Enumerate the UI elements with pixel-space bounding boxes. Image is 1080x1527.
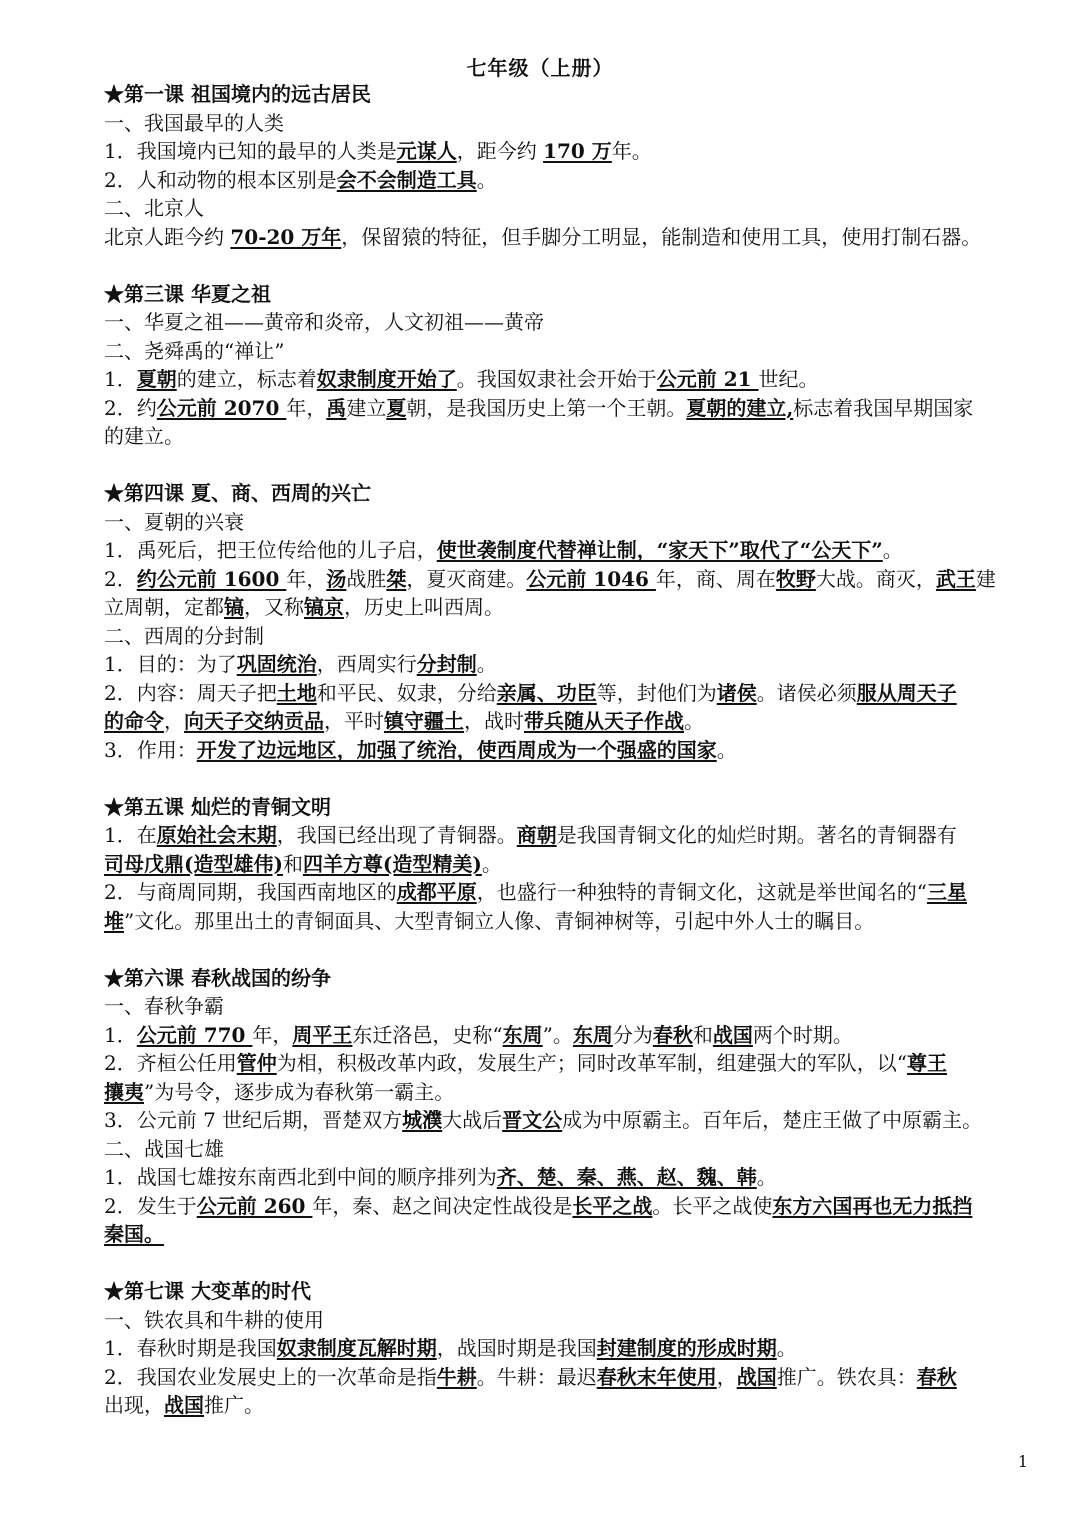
text-segment: 。 — [684, 709, 704, 733]
text-segment: ★第四课 夏、商、西周的兴亡 — [104, 481, 371, 505]
text-segment: 2．与商周同期，我国西南地区的 — [104, 880, 397, 904]
key-term: 禹 — [326, 395, 347, 420]
text-segment: 标志着我国早期国家 — [793, 395, 974, 420]
text-segment: 东迁洛邑，史称“ — [352, 1022, 503, 1047]
text-line — [104, 223, 1034, 252]
text-line — [104, 1306, 1034, 1335]
text-line — [104, 365, 1034, 394]
text-line — [104, 1078, 1034, 1107]
text-segment: ★第三课 华夏之祖 — [104, 281, 271, 306]
key-term: 带兵随从天子作战 — [524, 709, 684, 733]
text-segment: 二、战国七雄 — [104, 1136, 224, 1161]
key-term: 元谋人 — [396, 139, 457, 163]
key-term: 牛耕 — [436, 1364, 477, 1389]
key-term: 东周 — [502, 1022, 543, 1047]
key-term: 向天子交纳贡品 — [184, 709, 324, 733]
text-line — [104, 308, 1034, 337]
text-segment: 年， — [252, 1022, 293, 1047]
text-segment: ★第一课 祖国境内的远古居民 — [104, 82, 371, 106]
key-term: 东方六国再也无力抵挡 — [772, 1193, 973, 1218]
text-line — [104, 1135, 1034, 1164]
text-segment: 2．内容：周天子把 — [104, 680, 277, 705]
text-segment: 年， — [286, 566, 327, 591]
text-segment: 年，秦、赵之间决定性战役是 — [312, 1193, 573, 1218]
text-segment: 一、春秋争霸 — [104, 994, 224, 1018]
text-segment: 2． — [104, 566, 137, 591]
page-number: 1 — [1017, 1452, 1028, 1471]
text-segment: 1． — [104, 367, 137, 391]
key-term: 镐京 — [304, 595, 344, 619]
key-term: 原始社会末期 — [156, 823, 277, 847]
key-term: 战国 — [736, 1364, 777, 1389]
text-line — [104, 650, 1034, 679]
lesson-heading — [104, 964, 1034, 993]
text-segment: 建立 — [346, 395, 387, 420]
text-line — [104, 1049, 1034, 1078]
text-segment: 和平民、奴隶，分给 — [316, 680, 497, 705]
key-term: 夏 — [386, 395, 407, 420]
text-segment: 年， — [286, 395, 327, 420]
text-segment: 1．目的：为了 — [104, 652, 237, 676]
key-term: 齐、楚、秦、燕、赵、魏、韩 — [496, 1165, 757, 1189]
text-segment: 1．禹死后，把王位传给他的儿子启， — [104, 538, 437, 562]
key-term: 奴隶制度瓦解时期 — [276, 1336, 437, 1360]
text-segment: 为相，积极改革内政，发展生产；同时改革军制，组建强大的军队，以“ — [276, 1051, 907, 1075]
text-segment: ”文化。那里出土的青铜面具、大型青铜立人像、青铜神树等，引起中外人士的瞩目。 — [124, 908, 875, 933]
key-term: 周平王 — [292, 1022, 353, 1047]
text-segment: 的建立。 — [104, 424, 184, 448]
text-segment: ， — [716, 1364, 737, 1389]
text-segment: 1．我国境内已知的最早的人类是 — [104, 139, 397, 163]
key-term: 秦国。 — [104, 1222, 164, 1246]
text-segment: 一、铁农具和牛耕的使用 — [104, 1307, 324, 1332]
key-term: 镇守疆土 — [384, 709, 464, 733]
text-segment: 等，封他们为 — [596, 680, 717, 705]
text-segment: ，距今约 — [456, 139, 544, 163]
text-segment: 3．公元前 7 世纪后期，晋楚双方 — [104, 1108, 403, 1132]
text-segment: 二、西周的分封制 — [104, 623, 264, 648]
key-term: 四羊方尊(造型精美) — [302, 851, 482, 876]
key-term: 夏朝 — [136, 367, 177, 391]
key-term: 商朝 — [516, 823, 557, 847]
text-line — [104, 736, 1034, 765]
text-line — [104, 194, 1034, 223]
text-segment: ★第六课 春秋战国的纷争 — [104, 965, 331, 990]
text-line — [104, 1106, 1034, 1135]
key-term: 牧野 — [775, 566, 816, 591]
key-term: 约公元前 1600 — [136, 566, 287, 591]
text-segment: ★第七课 大变革的时代 — [104, 1279, 311, 1303]
text-line — [104, 337, 1034, 366]
text-segment: 1．在 — [104, 823, 157, 847]
lesson-heading — [104, 793, 1034, 822]
key-term: 城濮 — [402, 1108, 443, 1132]
key-term: 会不会制造工具 — [336, 167, 477, 192]
text-segment: 大战后 — [442, 1108, 503, 1132]
text-segment: 战胜 — [346, 566, 387, 591]
text-segment: 。 — [476, 652, 497, 676]
lesson-heading — [104, 280, 1034, 309]
text-line — [104, 593, 1034, 622]
text-line — [104, 1363, 1034, 1392]
lesson-heading — [104, 80, 1034, 109]
text-segment: 。 — [776, 1336, 797, 1360]
key-term: 长平之战 — [572, 1193, 653, 1218]
text-segment: 2．我国农业发展史上的一次革命是指 — [104, 1364, 437, 1389]
section-gap — [104, 764, 1034, 793]
text-line — [104, 907, 1034, 936]
text-segment: 一、夏朝的兴衰 — [104, 509, 244, 534]
text-segment: 一、我国最早的人类 — [104, 110, 284, 135]
key-term: 公元前 1046 — [526, 566, 656, 591]
text-segment: 二、北京人 — [104, 196, 204, 220]
text-segment: ”。 — [542, 1022, 573, 1047]
text-line — [104, 850, 1034, 879]
text-segment: 。牛耕：最迟 — [476, 1364, 597, 1389]
text-line — [104, 394, 1034, 423]
text-segment: 出现， — [104, 1393, 164, 1417]
text-segment: 朝，是我国历史上第一个王朝。 — [406, 395, 687, 420]
text-line — [104, 422, 1034, 451]
key-term: 晋文公 — [502, 1108, 563, 1132]
text-segment: ★第五课 灿烂的青铜文明 — [104, 794, 331, 819]
text-segment: 世纪。 — [758, 367, 819, 391]
text-segment: 两个时期。 — [752, 1022, 853, 1047]
text-segment: 。我国奴隶社会开始于 — [456, 367, 657, 391]
text-segment: 推广。铁农具： — [776, 1364, 917, 1389]
key-term: 服从周天子 — [856, 680, 957, 705]
key-term: 东周 — [572, 1022, 613, 1047]
key-term: 巩固统治 — [236, 652, 317, 676]
key-term: 管仲 — [236, 1051, 277, 1075]
text-segment: ，战时 — [464, 709, 524, 733]
text-line — [104, 166, 1034, 195]
section-gap — [104, 935, 1034, 964]
text-line — [104, 679, 1034, 708]
key-term: 诸侯 — [716, 680, 757, 705]
text-line — [104, 137, 1034, 166]
text-line — [104, 1391, 1034, 1420]
text-segment: 二、尧舜禹的“禅让” — [104, 338, 285, 363]
key-term: 开发了边远地区，加强了统治，使西周成为一个强盛的国家 — [196, 737, 717, 762]
key-term: 镐 — [224, 595, 244, 619]
text-segment: 1．春秋时期是我国 — [104, 1336, 277, 1360]
text-segment: 推广。 — [204, 1393, 264, 1417]
text-segment: 2．人和动物的根本区别是 — [104, 167, 337, 192]
text-segment: 年，商、周在 — [655, 566, 776, 591]
text-line — [104, 992, 1034, 1021]
text-segment: 立周朝，定都 — [104, 595, 224, 619]
key-term: 分封制 — [416, 652, 477, 676]
text-segment: ，又称 — [244, 595, 304, 619]
key-term: 亲属、功臣 — [496, 680, 597, 705]
text-line — [104, 622, 1034, 651]
text-segment: 1．战国七雄按东南西北到中间的顺序排列为 — [104, 1165, 497, 1189]
key-term: 尊王 — [906, 1051, 947, 1075]
text-segment: 2．齐桓公任用 — [104, 1051, 237, 1075]
section-gap — [104, 251, 1034, 280]
text-segment: ，历史上叫西周。 — [344, 595, 504, 619]
key-term: 战国 — [712, 1022, 753, 1047]
key-term: 战国 — [164, 1393, 204, 1417]
text-line — [104, 536, 1034, 565]
text-segment: ，我国已经出现了青铜器。 — [276, 823, 517, 847]
text-segment: 2．约 — [104, 395, 157, 420]
text-segment: 建 — [975, 566, 996, 591]
text-segment: 。 — [882, 538, 903, 562]
key-term: 奴隶制度开始了 — [316, 367, 457, 391]
text-line — [104, 1192, 1034, 1221]
text-line — [104, 1021, 1034, 1050]
document-content — [104, 80, 1034, 1420]
key-term: 的命令 — [104, 709, 164, 733]
text-segment: ，平时 — [324, 709, 384, 733]
lesson-heading — [104, 1277, 1034, 1306]
key-term: 春秋末年使用 — [596, 1364, 717, 1389]
text-line — [104, 707, 1034, 736]
text-segment: 大战。商灭， — [815, 566, 936, 591]
text-segment: ，夏灭商建。 — [406, 566, 527, 591]
text-line — [104, 1220, 1034, 1249]
text-line — [104, 508, 1034, 537]
key-term: 70-20 万年 — [230, 224, 342, 249]
key-term: 三星 — [926, 880, 967, 904]
text-segment: ”为号令，逐步成为春秋第一霸主。 — [144, 1079, 455, 1104]
key-term: 堆 — [104, 908, 124, 933]
key-term: 汤 — [326, 566, 347, 591]
text-segment: ， — [164, 709, 184, 733]
section-gap — [104, 1249, 1034, 1278]
text-line — [104, 821, 1034, 850]
text-segment: 1． — [104, 1022, 137, 1047]
text-segment: 一、华夏之祖——黄帝和炎帝，人文初祖——黄帝 — [104, 310, 544, 334]
text-segment: ，战国时期是我国 — [436, 1336, 597, 1360]
text-line — [104, 878, 1034, 907]
key-term: 公元前 21 — [656, 367, 759, 391]
text-segment: 3．作用： — [104, 737, 197, 762]
text-segment: 年。 — [611, 139, 652, 163]
text-segment: ，也盛行一种独特的青铜文化，这就是举世闻名的“ — [476, 880, 927, 904]
text-line — [104, 109, 1034, 138]
key-term: 公元前 260 — [196, 1193, 313, 1218]
key-term: 封建制度的形成时期 — [596, 1336, 777, 1360]
key-term: 成都平原 — [396, 880, 477, 904]
key-term: 170 万 — [543, 139, 612, 163]
key-term: 攘夷 — [104, 1079, 144, 1104]
text-segment: 。 — [476, 167, 497, 192]
text-segment: 成为中原霸主。百年后，楚庄王做了中原霸主。 — [562, 1108, 983, 1132]
text-segment: ，西周实行 — [316, 652, 417, 676]
text-segment: ，保留猿的特征，但手脚分工明显，能制造和使用工具，使用打制石器。 — [341, 224, 982, 249]
key-term: 土地 — [276, 680, 317, 705]
key-term: 公元前 770 — [136, 1022, 253, 1047]
key-term: 公元前 2070 — [156, 395, 287, 420]
text-segment: 的建立，标志着 — [176, 367, 317, 391]
text-segment: 2．发生于 — [104, 1193, 197, 1218]
text-segment: 和 — [282, 851, 303, 876]
text-segment: 是我国青铜文化的灿烂时期。著名的青铜器有 — [556, 823, 957, 847]
key-term: 武王 — [935, 566, 976, 591]
text-segment: 。 — [716, 737, 737, 762]
text-line — [104, 1334, 1034, 1363]
text-segment: 。长平之战使 — [652, 1193, 773, 1218]
key-term: 桀 — [386, 566, 407, 591]
section-gap — [104, 451, 1034, 480]
text-segment: 分为 — [612, 1022, 653, 1047]
key-term: 春秋 — [916, 1364, 957, 1389]
document-title: 七年级（上册） — [466, 56, 614, 80]
text-segment: 。诸侯必须 — [756, 680, 857, 705]
text-segment: 和 — [692, 1022, 713, 1047]
key-term: 使世袭制度代替禅让制，“家天下”取代了“公天下” — [436, 538, 883, 562]
text-segment: 北京人距今约 — [104, 224, 231, 249]
text-line — [104, 1163, 1034, 1192]
text-segment: 。 — [756, 1165, 777, 1189]
key-term: 夏朝的建立, — [686, 395, 794, 420]
key-term: 春秋 — [652, 1022, 693, 1047]
text-segment: 。 — [481, 851, 502, 876]
lesson-heading — [104, 479, 1034, 508]
text-line — [104, 565, 1034, 594]
key-term: 司母戊鼎(造型雄伟) — [104, 851, 283, 876]
